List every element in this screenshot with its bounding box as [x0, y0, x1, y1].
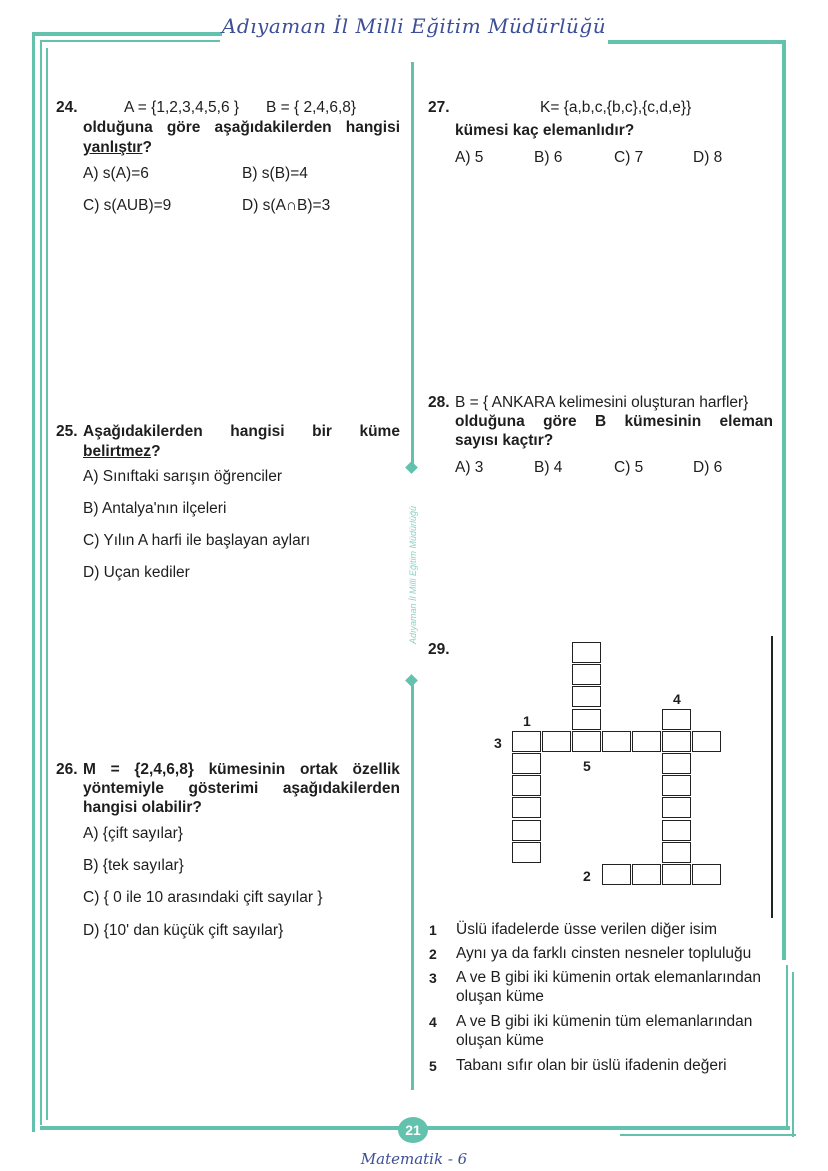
stem-word: eleman [719, 413, 773, 430]
grid-label-1: 1 [523, 713, 531, 729]
center-diamond-top [405, 461, 418, 474]
frame-left [32, 32, 35, 1132]
stem-word: M [83, 761, 96, 778]
question-stem-line3: hangisi olabilir? [83, 799, 202, 816]
stem-word: kümesinin [208, 761, 286, 778]
stem-word: özellik [352, 761, 400, 778]
crossword-cell[interactable] [632, 864, 661, 885]
clue-number: 1 [429, 922, 437, 938]
frame-bottom2 [620, 1134, 796, 1136]
stem-word: aşağıdakilerden [282, 780, 400, 797]
crossword-cell[interactable] [572, 664, 601, 685]
stem-word: bir [312, 423, 332, 440]
option-c[interactable]: C) 5 [614, 459, 644, 476]
frame-top-right [608, 40, 786, 44]
frame-left-inner [40, 40, 42, 1125]
stem-key: yanlıştır [83, 139, 143, 156]
crossword-cell[interactable] [662, 842, 691, 863]
page-header-title: Adıyaman İl Milli Eğitim Müdürlüğü [221, 14, 607, 38]
crossword-cell[interactable] [512, 797, 541, 818]
crossword-cell[interactable] [512, 775, 541, 796]
question-stem-end [83, 442, 161, 461]
center-divider-bottom [411, 684, 414, 1090]
option-d[interactable]: D) s(A∩B)=3 [242, 197, 331, 214]
question-number: 26. [56, 761, 78, 778]
grid-label-2: 2 [583, 868, 591, 884]
crossword-cell[interactable] [692, 731, 721, 752]
crossword-cell[interactable] [602, 731, 631, 752]
option-b[interactable]: B) Antalya'nın ilçeleri [83, 500, 227, 517]
option-a[interactable]: A) Sınıftaki sarışın öğrenciler [83, 468, 282, 485]
stem-word: küme [359, 423, 400, 440]
crossword-cell[interactable] [662, 820, 691, 841]
option-d[interactable]: D) {10' dan küçük çift sayılar} [83, 922, 284, 939]
footer-subject: Matematik - 6 [360, 1150, 468, 1168]
stem-word: yöntemiyle [83, 780, 164, 797]
stem-word: ortak [299, 761, 338, 778]
stem-word: göre [543, 413, 577, 430]
question-stem-line2 [455, 412, 773, 431]
grid-label-4: 4 [673, 691, 681, 707]
crossword-cell[interactable] [512, 842, 541, 863]
option-c[interactable]: C) { 0 ile 10 arasındaki çift sayılar } [83, 889, 323, 906]
crossword-cell[interactable] [512, 731, 541, 752]
stem-word: kümesinin [624, 413, 702, 430]
option-a[interactable]: A) {çift sayılar} [83, 825, 183, 842]
stem-word: hangisi [230, 423, 285, 440]
crossword-cell[interactable] [632, 731, 661, 752]
option-b[interactable]: B) 4 [534, 459, 563, 476]
clue-number: 2 [429, 946, 437, 962]
stem-word: {2,4,6,8} [134, 761, 194, 778]
watermark: Adıyaman İl Milli Eğitim Müdürlüğü [408, 505, 418, 645]
frame-right [782, 40, 786, 960]
grid-label-5: 5 [583, 758, 591, 774]
stem-mark: ? [151, 443, 161, 460]
stem-word: olduğuna [455, 413, 525, 430]
option-d[interactable]: D) 6 [693, 459, 723, 476]
crossword-cell[interactable] [572, 731, 601, 752]
clue-number: 3 [429, 970, 437, 986]
clue-number: 4 [429, 1014, 437, 1030]
option-a[interactable]: A) 5 [455, 149, 484, 166]
option-c[interactable]: C) 7 [614, 149, 644, 166]
crossword-cell[interactable] [572, 686, 601, 707]
question-stem: olduğuna göre aşağıdakilerden hangisi [83, 119, 400, 136]
crossword-cell[interactable] [662, 775, 691, 796]
crossword-cell[interactable] [662, 797, 691, 818]
clue-text: A ve B gibi iki kümenin ortak elemanlarından oluşan küme [456, 969, 761, 1005]
stem-word: B [595, 413, 607, 430]
stem-word: gösterimi [188, 780, 259, 797]
crossword-cell[interactable] [572, 709, 601, 730]
option-c[interactable]: C) s(AUB)=9 [83, 197, 172, 214]
question-stem-end [83, 138, 152, 157]
page-number-badge: 21 [398, 1117, 428, 1143]
frame-right-low [786, 965, 788, 1130]
crossword-cell[interactable] [692, 864, 721, 885]
question-stem-line1: B = { ANKARA kelimesini oluşturan harfler} [455, 394, 749, 411]
option-b[interactable]: B) s(B)=4 [242, 165, 308, 182]
stem-key: belirtmez [83, 443, 152, 460]
option-b[interactable]: B) 6 [534, 149, 563, 166]
option-c[interactable]: C) Yılın A harfi ile başlayan ayları [83, 532, 311, 549]
question-stem-line3: sayısı kaçtır? [455, 432, 554, 449]
question-stem [83, 422, 400, 441]
set-a: A = {1,2,3,4,5,6 } [124, 99, 240, 116]
crossword-cell[interactable] [602, 864, 631, 885]
question-number: 29. [428, 641, 450, 658]
question-number: 27. [428, 99, 450, 116]
option-d[interactable]: D) 8 [693, 149, 723, 166]
crossword-cell[interactable] [572, 642, 601, 663]
question-stem: kümesi kaç elemanlıdır? [455, 122, 635, 139]
set-k: K= {a,b,c,{b,c},{c,d,e}} [540, 99, 692, 116]
center-divider-top [411, 62, 414, 467]
frame-top-left-inner [40, 40, 220, 42]
option-a[interactable]: A) s(A)=6 [83, 165, 149, 182]
question-number: 25. [56, 423, 78, 440]
stem-word: Aşağıdakilerden [83, 423, 203, 440]
crossword-cell[interactable] [662, 709, 691, 730]
question-number: 28. [428, 394, 450, 411]
crossword-cell[interactable] [662, 731, 691, 752]
grid-label-3: 3 [494, 735, 502, 751]
crossword-cell[interactable] [512, 753, 541, 774]
clue-text: Tabanı sıfır olan bir üslü ifadenin değeri [456, 1057, 727, 1074]
frame-right-low2 [792, 972, 794, 1137]
frame-left-inner2 [46, 48, 48, 1120]
set-b: B = { 2,4,6,8} [266, 99, 357, 116]
option-a[interactable]: A) 3 [455, 459, 484, 476]
crossword-cell[interactable] [542, 731, 571, 752]
option-d[interactable]: D) Uçan kediler [83, 564, 190, 581]
clue-text: Aynı ya da farklı cinsten nesneler topluluğu [456, 945, 752, 962]
option-b[interactable]: B) {tek sayılar} [83, 857, 184, 874]
crossword-cell[interactable] [662, 864, 691, 885]
question-stem-line2 [83, 779, 400, 798]
right-rule [771, 636, 773, 918]
crossword-cell[interactable] [662, 753, 691, 774]
clue-text: A ve B gibi iki kümenin tüm elemanlarından oluşan küme [456, 1013, 753, 1049]
stem-mark: ? [142, 139, 152, 156]
question-number: 24. [56, 99, 78, 116]
stem-word: = [110, 761, 120, 778]
clue-number: 5 [429, 1058, 437, 1074]
clue-text: Üslü ifadelerde üsse verilen diğer isim [456, 921, 718, 938]
question-stem-line1 [83, 760, 400, 779]
crossword-cell[interactable] [512, 820, 541, 841]
